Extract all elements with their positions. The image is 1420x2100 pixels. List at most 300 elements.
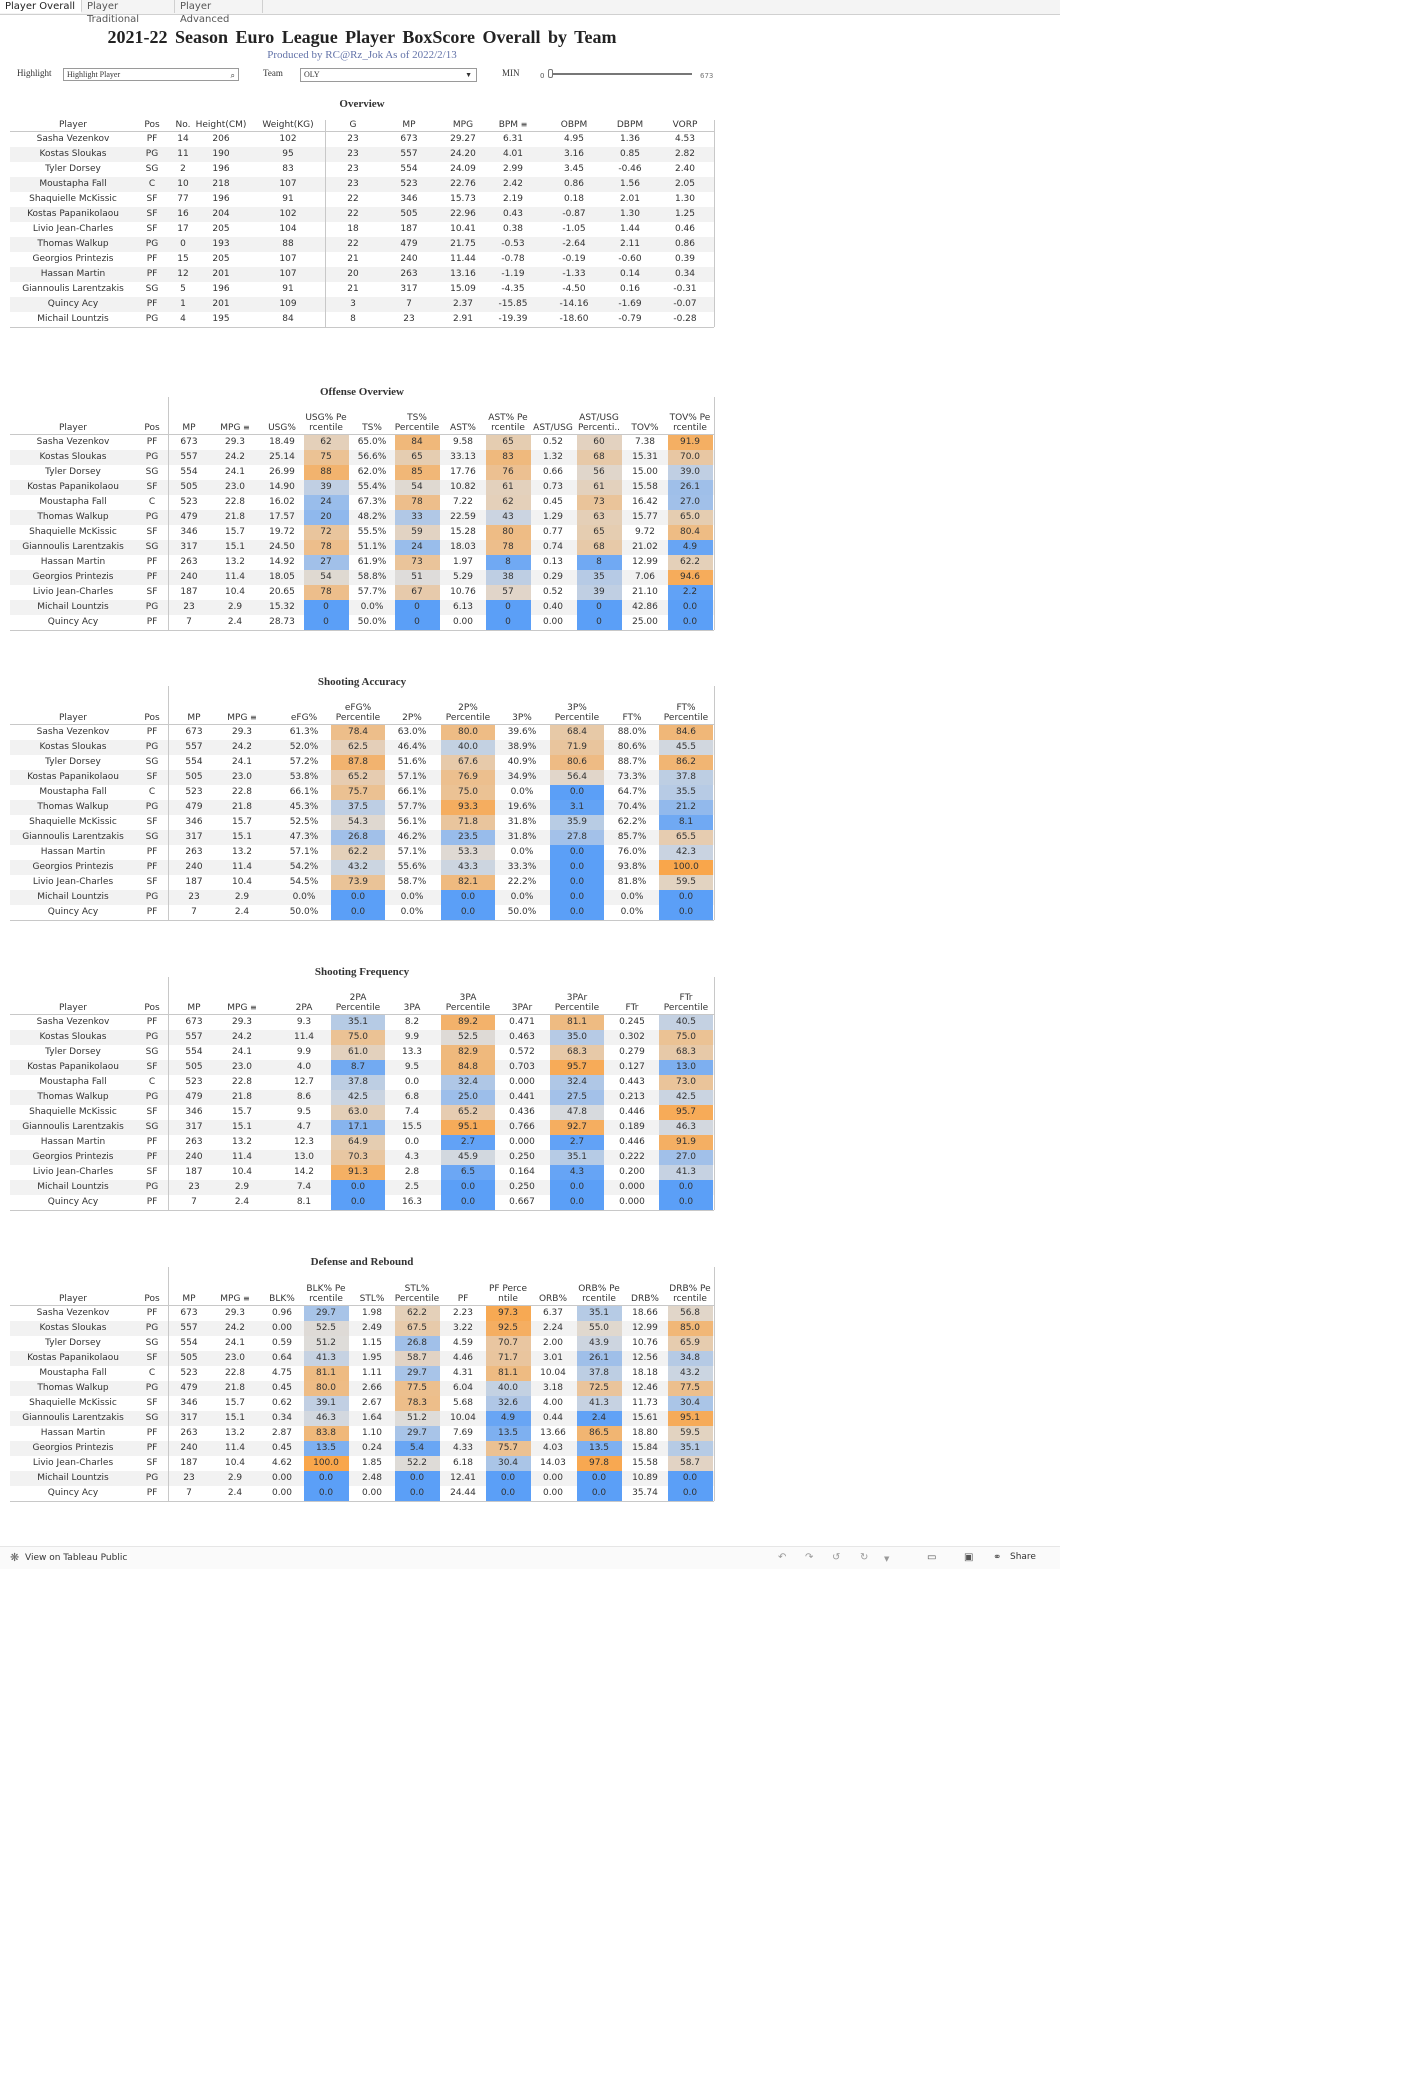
- stat-cell: SG: [145, 467, 159, 477]
- table-row[interactable]: [10, 770, 714, 785]
- stat-cell: 0.446: [619, 1137, 645, 1147]
- stat-cell: 11.4: [293, 1032, 315, 1042]
- table-row[interactable]: [10, 570, 714, 585]
- table-row[interactable]: [10, 510, 714, 525]
- stat-cell: 10.76: [632, 1338, 658, 1348]
- table-row[interactable]: [10, 147, 714, 162]
- stat-cell: 7.4: [404, 1107, 420, 1117]
- stat-cell: 2.87: [271, 1428, 293, 1438]
- stat-cell: 16.02: [269, 497, 295, 507]
- stat-cell: 10.04: [540, 1368, 566, 1378]
- percentile-cell: 34.8: [668, 1351, 713, 1366]
- sort-icon[interactable]: ≡: [240, 1294, 250, 1303]
- table-row[interactable]: [10, 465, 714, 480]
- tab-player-overall[interactable]: Player Overall: [0, 0, 82, 13]
- stat-cell: 263: [180, 1428, 198, 1438]
- column-header-text: 2P%: [402, 713, 422, 723]
- table-row[interactable]: [10, 1381, 714, 1396]
- percentile-cell: 97.3: [486, 1306, 531, 1321]
- stat-cell: 240: [400, 254, 418, 264]
- stat-cell: 15.7: [224, 1398, 246, 1408]
- stat-cell: PG: [145, 1182, 159, 1192]
- sort-icon[interactable]: ≡: [247, 713, 257, 722]
- percentile-cell: 84.8: [441, 1060, 495, 1075]
- percentile-cell: 0.0: [550, 890, 604, 905]
- stat-cell: PG: [145, 452, 159, 462]
- stat-cell: 218: [212, 179, 230, 189]
- column-header-text: Player: [58, 713, 87, 723]
- table-bottom-border: [10, 1210, 714, 1211]
- stat-cell: SG: [145, 832, 159, 842]
- table-row[interactable]: [10, 1306, 714, 1321]
- stat-cell: 14: [177, 134, 189, 144]
- column-header[interactable]: [33, 423, 113, 433]
- column-header-text: rcentile: [582, 1294, 616, 1304]
- percentile-cell: 58.7: [395, 1351, 440, 1366]
- table-row[interactable]: [10, 1090, 714, 1105]
- stat-cell: 4: [180, 314, 186, 324]
- table-row[interactable]: [10, 785, 714, 800]
- stat-cell: C: [148, 1368, 156, 1378]
- percentile-cell: 30.4: [668, 1396, 713, 1411]
- player-name-cell: Kostas Papanikolaou: [27, 772, 119, 782]
- percentile-cell: 4.3: [550, 1165, 604, 1180]
- column-divider: [714, 686, 715, 920]
- stat-cell: 7.69: [452, 1428, 474, 1438]
- stat-cell: 107: [279, 179, 297, 189]
- table-row[interactable]: [10, 600, 714, 615]
- stat-cell: PF: [146, 437, 158, 447]
- stat-cell: 61.9%: [357, 557, 387, 567]
- stat-cell: 0.302: [619, 1032, 645, 1042]
- stat-cell: 15.7: [224, 527, 246, 537]
- stat-cell: 15.77: [632, 512, 658, 522]
- stat-cell: 0.0: [404, 1137, 420, 1147]
- table-row[interactable]: [10, 890, 714, 905]
- column-header-text: Pos: [144, 423, 160, 433]
- percentile-cell: 26.8: [331, 830, 385, 845]
- column-header-text: MPG ≡: [220, 1294, 250, 1304]
- stat-cell: 0.00: [271, 1323, 293, 1333]
- stat-cell: 201: [212, 299, 230, 309]
- stat-cell: 22.59: [450, 512, 476, 522]
- undo-icon[interactable]: ↶: [778, 1552, 787, 1563]
- stat-cell: 23.0: [231, 1062, 253, 1072]
- percentile-cell: 13.5: [486, 1426, 531, 1441]
- stat-cell: 52.5%: [289, 817, 319, 827]
- sort-icon[interactable]: ≡: [240, 423, 250, 432]
- table-row[interactable]: [10, 1486, 714, 1501]
- stat-cell: 15.32: [269, 602, 295, 612]
- player-name-cell: Livio Jean-Charles: [32, 877, 114, 887]
- stat-cell: 46.4%: [397, 742, 427, 752]
- percentile-cell: 35.5: [659, 785, 713, 800]
- stat-cell: 23.0: [224, 1353, 246, 1363]
- table-row[interactable]: [10, 525, 714, 540]
- column-header-text: MP: [182, 423, 196, 433]
- table-row[interactable]: [10, 875, 714, 890]
- player-name-cell: Moustapha Fall: [39, 1077, 107, 1087]
- percentile-cell: 81.1: [304, 1366, 349, 1381]
- comment-icon[interactable]: ▭: [927, 1552, 937, 1563]
- column-header-text: FT%: [676, 703, 696, 713]
- percentile-cell: 51.2: [304, 1336, 349, 1351]
- table-row[interactable]: [10, 815, 714, 830]
- column-header-text: TOV% Pe: [669, 413, 711, 423]
- stat-cell: 479: [185, 1092, 203, 1102]
- column-header[interactable]: [33, 1003, 113, 1013]
- stat-cell: 7.4: [296, 1182, 312, 1192]
- percentile-cell: 0.0: [577, 1471, 622, 1486]
- stat-cell: PF: [146, 727, 158, 737]
- table-row[interactable]: [10, 615, 714, 630]
- stat-cell: 1.36: [619, 134, 641, 144]
- percentile-cell: 0: [304, 615, 349, 630]
- player-name-cell: Michail Lountzis: [37, 892, 109, 902]
- stat-cell: 0.0%: [360, 602, 384, 612]
- stat-cell: 1.56: [619, 179, 641, 189]
- team-select[interactable]: [300, 68, 477, 82]
- column-header-text: MP: [187, 713, 201, 723]
- stat-cell: 13.66: [540, 1428, 566, 1438]
- percentile-cell: 25.0: [441, 1090, 495, 1105]
- search-icon[interactable]: ⌕: [230, 71, 235, 80]
- percentile-cell: 45.9: [441, 1150, 495, 1165]
- table-row[interactable]: [10, 1336, 714, 1351]
- stat-cell: 51.1%: [357, 542, 387, 552]
- percentile-cell: 59.5: [668, 1426, 713, 1441]
- stat-cell: 523: [180, 1368, 198, 1378]
- stat-cell: 317: [400, 284, 418, 294]
- percentile-cell: 2.4: [577, 1411, 622, 1426]
- table-row[interactable]: [10, 1366, 714, 1381]
- stat-cell: 14.2: [293, 1167, 315, 1177]
- min-slider-handle[interactable]: [548, 69, 553, 78]
- player-name-cell: Sasha Vezenkov: [36, 1308, 110, 1318]
- column-divider: [714, 1267, 715, 1501]
- table-row[interactable]: [10, 1060, 714, 1075]
- table-row[interactable]: [10, 267, 714, 282]
- stat-cell: 24.1: [231, 1047, 253, 1057]
- table-row[interactable]: [10, 1165, 714, 1180]
- table-row[interactable]: [10, 905, 714, 920]
- stat-cell: 34.9%: [507, 772, 537, 782]
- stat-cell: -1.33: [562, 269, 586, 279]
- stat-cell: PF: [146, 862, 158, 872]
- stat-cell: 4.3: [404, 1152, 420, 1162]
- table-row[interactable]: [10, 1321, 714, 1336]
- column-header[interactable]: [650, 413, 730, 433]
- stat-cell: 0.24: [361, 1443, 383, 1453]
- stat-cell: SF: [146, 194, 158, 204]
- stat-cell: 0.250: [509, 1152, 535, 1162]
- stat-cell: 505: [185, 772, 203, 782]
- stat-cell: 190: [212, 149, 230, 159]
- table-row[interactable]: [10, 1456, 714, 1471]
- table-row[interactable]: [10, 755, 714, 770]
- min-slider-track[interactable]: [549, 73, 692, 75]
- stat-cell: 0.29: [542, 572, 564, 582]
- column-divider: [168, 686, 169, 920]
- stat-cell: SF: [146, 1353, 158, 1363]
- percentile-cell: 56: [577, 465, 622, 480]
- stat-cell: 1.97: [452, 557, 474, 567]
- percentile-cell: 0.0: [668, 615, 713, 630]
- stat-cell: 673: [180, 1308, 198, 1318]
- table-row[interactable]: [10, 450, 714, 465]
- table-row[interactable]: [10, 282, 714, 297]
- column-header-text: MPG ≡: [227, 713, 257, 723]
- player-name-cell: Sasha Vezenkov: [36, 1017, 110, 1027]
- stat-cell: 0.279: [619, 1047, 645, 1057]
- stat-cell: 2.48: [361, 1473, 383, 1483]
- player-name-cell: Thomas Walkup: [37, 1383, 109, 1393]
- stat-cell: 0.66: [542, 467, 564, 477]
- percentile-cell: 75.7: [331, 785, 385, 800]
- redo-icon[interactable]: ↷: [805, 1552, 814, 1563]
- player-name-cell: Quincy Acy: [47, 617, 99, 627]
- stat-cell: 23: [347, 179, 359, 189]
- player-name-cell: Shaquielle McKissic: [29, 1398, 117, 1408]
- table-row[interactable]: [10, 830, 714, 845]
- column-header[interactable]: [645, 120, 725, 130]
- table-row[interactable]: [10, 800, 714, 815]
- column-header[interactable]: [33, 120, 113, 130]
- stat-cell: 107: [279, 254, 297, 264]
- player-name-cell: Georgios Printezis: [32, 1152, 114, 1162]
- column-header-text: 3PA: [459, 993, 477, 1003]
- stat-cell: 205: [212, 254, 230, 264]
- table-row[interactable]: [10, 1015, 714, 1030]
- column-header-text: DBPM: [616, 120, 644, 130]
- stat-cell: 0.16: [619, 284, 641, 294]
- table-row[interactable]: [10, 1396, 714, 1411]
- column-header-text: AST%: [450, 423, 476, 433]
- table-row[interactable]: [10, 725, 714, 740]
- stat-cell: 317: [185, 1122, 203, 1132]
- column-header[interactable]: [33, 713, 113, 723]
- stat-cell: 2.40: [674, 164, 696, 174]
- stat-cell: 4.95: [563, 134, 585, 144]
- table-row[interactable]: [10, 1195, 714, 1210]
- table-row[interactable]: [10, 252, 714, 267]
- stat-cell: 0.0%: [292, 892, 316, 902]
- stat-cell: 0.00: [271, 1473, 293, 1483]
- percentile-cell: 85.0: [668, 1321, 713, 1336]
- percentile-cell: 82.9: [441, 1045, 495, 1060]
- revert-icon[interactable]: ↺: [832, 1552, 841, 1563]
- stat-cell: 24.1: [224, 1338, 246, 1348]
- table-row[interactable]: [10, 222, 714, 237]
- table-row[interactable]: [10, 1120, 714, 1135]
- table-row[interactable]: [10, 435, 714, 450]
- table-row[interactable]: [10, 1045, 714, 1060]
- column-header-text: MPG ≡: [227, 1003, 257, 1013]
- table-row[interactable]: [10, 480, 714, 495]
- stat-cell: 66.1%: [289, 787, 319, 797]
- table-row[interactable]: [10, 585, 714, 600]
- stat-cell: 15.31: [632, 452, 658, 462]
- percentile-cell: 68.3: [659, 1045, 713, 1060]
- stat-cell: 4.0: [296, 1062, 312, 1072]
- stat-cell: 523: [185, 787, 203, 797]
- table-row[interactable]: [10, 1471, 714, 1486]
- table-row[interactable]: [10, 1150, 714, 1165]
- stat-cell: 479: [180, 512, 198, 522]
- player-name-cell: Thomas Walkup: [37, 802, 109, 812]
- table-row[interactable]: [10, 740, 714, 755]
- stat-cell: 24.44: [450, 1488, 476, 1498]
- column-header-text: FTr: [625, 1003, 639, 1013]
- stat-cell: 9.9: [296, 1047, 312, 1057]
- percentile-cell: 86.2: [659, 755, 713, 770]
- percentile-cell: 68.4: [550, 725, 604, 740]
- stat-cell: 3.18: [542, 1383, 564, 1393]
- percentile-cell: 0.0: [486, 1471, 531, 1486]
- percentile-cell: 33: [395, 510, 440, 525]
- stat-cell: 24.2: [224, 452, 246, 462]
- stat-cell: 22.2%: [507, 877, 537, 887]
- percentile-cell: 42.5: [331, 1090, 385, 1105]
- percentile-cell: 26.1: [577, 1351, 622, 1366]
- stat-cell: 17: [177, 224, 189, 234]
- stat-cell: 18.03: [450, 542, 476, 552]
- percentile-cell: 62.2: [395, 1306, 440, 1321]
- stat-cell: 91: [282, 194, 294, 204]
- stat-cell: 11.4: [224, 572, 246, 582]
- table-row[interactable]: [10, 312, 714, 327]
- table-row[interactable]: [10, 1180, 714, 1195]
- percentile-cell: 0.0: [441, 905, 495, 920]
- view-on-tableau-link[interactable]: View on Tableau Public: [25, 1553, 128, 1563]
- table-row[interactable]: [10, 177, 714, 192]
- column-header-text: TS%: [362, 423, 382, 433]
- stat-cell: 1.85: [361, 1458, 383, 1468]
- percentile-cell: 77.5: [668, 1381, 713, 1396]
- sort-icon[interactable]: ≡: [518, 120, 528, 129]
- stat-cell: 66.1%: [397, 787, 427, 797]
- table-row[interactable]: [10, 132, 714, 147]
- table-row[interactable]: [10, 297, 714, 312]
- percentile-cell: 78: [304, 540, 349, 555]
- table-row[interactable]: [10, 845, 714, 860]
- tab-player-advanced[interactable]: Player Advanced: [175, 0, 263, 13]
- sort-icon[interactable]: ≡: [247, 1003, 257, 1012]
- share-icon[interactable]: ⚭: [993, 1552, 1002, 1563]
- stat-cell: 19.6%: [507, 802, 537, 812]
- percentile-cell: 35.1: [550, 1150, 604, 1165]
- stat-cell: 8.6: [296, 1092, 312, 1102]
- stat-cell: 0.443: [619, 1077, 645, 1087]
- stat-cell: 76.0%: [617, 847, 647, 857]
- percentile-cell: 24: [304, 495, 349, 510]
- stat-cell: 18.66: [632, 1308, 658, 1318]
- stat-cell: 0.34: [674, 269, 696, 279]
- table-row[interactable]: [10, 1135, 714, 1150]
- percentile-cell: 83: [486, 450, 531, 465]
- table-row[interactable]: [10, 1105, 714, 1120]
- refresh-icon[interactable]: ↻: [860, 1552, 869, 1563]
- stat-cell: -1.69: [618, 299, 642, 309]
- stat-cell: 240: [185, 1152, 203, 1162]
- percentile-cell: 2.7: [550, 1135, 604, 1150]
- table-row[interactable]: [10, 1030, 714, 1045]
- percentile-cell: 100.0: [304, 1456, 349, 1471]
- column-divider: [714, 977, 715, 1210]
- stat-cell: 95: [282, 149, 294, 159]
- stat-cell: 673: [185, 727, 203, 737]
- stat-cell: 23: [183, 1473, 195, 1483]
- stat-cell: 33.13: [450, 452, 476, 462]
- player-name-cell: Livio Jean-Charles: [32, 1167, 114, 1177]
- stat-cell: 1.64: [361, 1413, 383, 1423]
- stat-cell: 8.1: [296, 1197, 312, 1207]
- table-row[interactable]: [10, 207, 714, 222]
- table-row[interactable]: [10, 1426, 714, 1441]
- table-row[interactable]: [10, 540, 714, 555]
- stat-cell: 0.00: [271, 1488, 293, 1498]
- player-name-cell: Quincy Acy: [47, 1197, 99, 1207]
- refresh-dropdown-icon[interactable]: ▼: [884, 1555, 890, 1563]
- table-row[interactable]: [10, 1351, 714, 1366]
- stat-cell: PG: [145, 892, 159, 902]
- table-bottom-border: [10, 630, 714, 631]
- column-header[interactable]: [33, 1294, 113, 1304]
- table-row[interactable]: [10, 555, 714, 570]
- percentile-cell: 63: [577, 510, 622, 525]
- stat-cell: 104: [279, 224, 297, 234]
- stat-cell: 57.7%: [397, 802, 427, 812]
- column-header-text: Percenti..: [577, 423, 621, 433]
- stat-cell: 55.6%: [397, 862, 427, 872]
- percentile-cell: 86.5: [577, 1426, 622, 1441]
- stat-cell: 21: [347, 284, 359, 294]
- table-row[interactable]: [10, 192, 714, 207]
- stat-cell: 56.1%: [397, 817, 427, 827]
- stat-cell: 22.96: [450, 209, 476, 219]
- stat-cell: 2.42: [502, 179, 524, 189]
- stat-cell: 4.00: [542, 1398, 564, 1408]
- player-name-cell: Livio Jean-Charles: [32, 587, 114, 597]
- table-row[interactable]: [10, 1441, 714, 1456]
- table-row[interactable]: [10, 1411, 714, 1426]
- tab-player-traditional[interactable]: Player Traditional: [82, 0, 175, 13]
- percentile-cell: 35.1: [331, 1015, 385, 1030]
- stat-cell: 57.1%: [289, 847, 319, 857]
- stat-cell: 0.38: [502, 224, 524, 234]
- percentile-cell: 8.7: [331, 1060, 385, 1075]
- stat-cell: PG: [145, 1473, 159, 1483]
- percentile-cell: 0: [304, 600, 349, 615]
- table-row[interactable]: [10, 1075, 714, 1090]
- player-name-cell: Georgios Printezis: [32, 254, 114, 264]
- table-row[interactable]: [10, 162, 714, 177]
- dropdown-arrow-icon[interactable]: ▼: [465, 71, 472, 79]
- fullscreen-icon[interactable]: ▣: [964, 1552, 974, 1563]
- table-row[interactable]: [10, 495, 714, 510]
- share-button[interactable]: Share: [1010, 1552, 1036, 1562]
- column-header[interactable]: [650, 1284, 730, 1304]
- table-row[interactable]: [10, 860, 714, 875]
- player-name-cell: Kostas Sloukas: [39, 1032, 107, 1042]
- player-name-cell: Sasha Vezenkov: [36, 727, 110, 737]
- table-row[interactable]: [10, 237, 714, 252]
- column-divider: [714, 397, 715, 630]
- percentile-cell: 5.4: [395, 1441, 440, 1456]
- highlight-player-input[interactable]: [63, 68, 239, 81]
- section-title: Shooting Frequency: [314, 966, 410, 978]
- stat-cell: 46.2%: [397, 832, 427, 842]
